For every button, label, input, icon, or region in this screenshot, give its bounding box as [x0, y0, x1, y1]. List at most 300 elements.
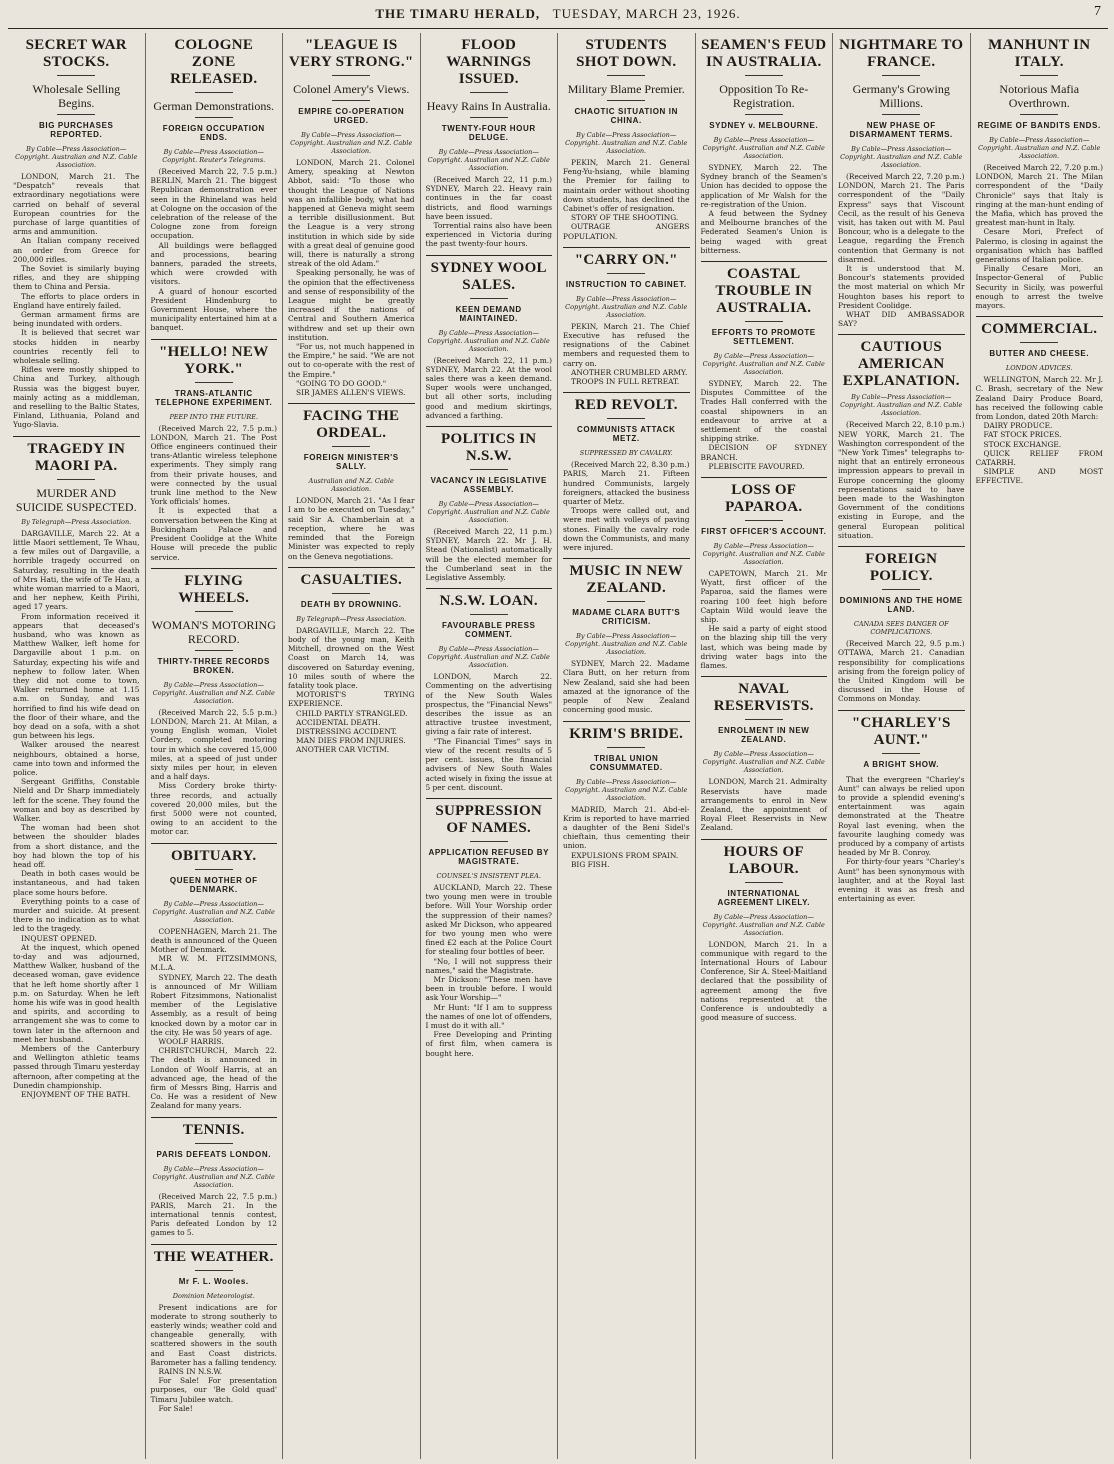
article-headline: SECRET WAR STOCKS. [25, 37, 127, 70]
article-paragraph: FAT STOCK PRICES. [983, 430, 1062, 440]
article-subheading: REGIME OF BANDITS ENDS. [977, 121, 1101, 130]
article [13, 37, 140, 430]
article-paragraph: For thirty-four years "Charley's Aunt" has been synonymous with laughter, and at the Royal last evening it was as fresh and entertaining as ever. [838, 857, 965, 904]
article-deck: Military Blame Premier. [567, 82, 685, 96]
article-subheading: VACANCY IN LEGISLATIVE ASSEMBLY. [430, 476, 547, 495]
article [426, 593, 553, 792]
article-paragraph: CHRISTCHURCH, March 22. The death is announced in London of Woolf Harris, at an advanced age, the head of the firm of Messrs Bing, Harris and Co. He was a resident of New Zealand for many years. [150, 1046, 277, 1111]
article-subheading: TWENTY-FOUR HOUR DELUGE. [441, 124, 536, 142]
article-body [838, 420, 965, 540]
article-byline: By Cable—Press Association—Copyright. Australian and N.Z. Cable Association. [427, 500, 550, 525]
article [701, 37, 828, 255]
article-subheading: ENROLMENT IN NEW ZEALAND. [718, 726, 810, 745]
article-byline: By Cable—Press Association—Copyright. Australian and N.Z. Cable Association. [702, 542, 825, 567]
article-paragraph: He said a party of eight stood on the blazing ship till the very last, which was being made by driving water bags into the flames. [700, 624, 827, 671]
article-byline: By Cable—Press Association—Copyright. Australian and N.Z. Cable Association. [702, 352, 825, 377]
article-subheading: MADAME CLARA BUTT'S CRITICISM. [572, 608, 681, 627]
article-body [701, 777, 828, 832]
article-paragraph: STORY OF THE SHOOTING. [571, 213, 679, 223]
short-rule [57, 75, 95, 76]
article-paragraph: BIG FISH. [571, 859, 610, 869]
article-headline: "HELLO! NEW YORK." [158, 343, 269, 377]
article-separator [701, 261, 828, 262]
article-body [151, 1303, 278, 1413]
article-subheading: QUEEN MOTHER OF DENMARK. [169, 875, 258, 894]
short-rule [57, 114, 95, 115]
article-subheading: INSTRUCTION TO CABINET. [565, 279, 687, 289]
article-byline: By Cable—Press Association—Copyright. Australian and N.Z. Cable Association. [565, 131, 688, 155]
article-separator [701, 477, 828, 478]
article-byline: By Cable—Press Association—Copyright. Australian and N.Z. Cable Association. [565, 632, 688, 657]
article-separator [426, 798, 553, 799]
article-separator [288, 567, 415, 568]
column [8, 33, 146, 1459]
article-byline: Australian and N.Z. Cable Association. [308, 477, 394, 494]
article-separator [838, 546, 965, 547]
article-body [563, 322, 690, 386]
article-deck: MURDER AND SUICIDE SUSPECTED. [15, 485, 137, 514]
short-rule [332, 100, 370, 101]
masthead-rule [8, 28, 1108, 29]
article-paragraph: Torrential rains also have been experienced in Victoria during the past twenty-four hours. [425, 221, 552, 249]
article-paragraph: It is expected that a conversation between the King at Buckingham Palace and President Coolidge at the White House will precede the public service. [150, 506, 277, 562]
article-body [563, 158, 690, 241]
column [696, 33, 834, 1459]
article-headline: "CHARLEY'S AUNT." [851, 714, 951, 748]
article [563, 563, 690, 714]
article-headline: "LEAGUE IS VERY STRONG." [289, 37, 414, 70]
article [426, 803, 553, 1058]
article-separator [563, 558, 690, 559]
article-byline: By Telegraph—Press Association. [296, 614, 407, 623]
article-body [701, 163, 828, 255]
short-rule [607, 747, 645, 748]
article-separator [288, 403, 415, 404]
article-body [426, 356, 553, 420]
article-paragraph: MOTORIST'S TRYING EXPERIENCE. [288, 690, 415, 709]
article-paragraph: COPENHAGEN, March 21. The death is announced of the Queen Mother of Denmark. [150, 926, 277, 954]
article [563, 726, 690, 869]
article-headline: RED REVOLT. [574, 397, 678, 414]
article-deck: Opposition To Re-Registration. [719, 82, 809, 110]
article-paragraph: LONDON, March 21. The "Despatch" reveals that extraordinary negotiations were carried on behalf of several European countries for the purchase of large quantities of arms and ammunition. [13, 172, 140, 237]
article-subheading: Mr F. L. Wooles. [178, 1276, 249, 1286]
article-paragraph: Mr Hunt: "If I am to suppress the names of one lot of offenders, I must do it with all." [425, 1002, 552, 1030]
article [563, 37, 690, 241]
article [151, 573, 278, 837]
short-rule [57, 479, 95, 480]
article [151, 848, 278, 1111]
article-headline: TENNIS. [182, 1121, 245, 1138]
article [563, 397, 690, 552]
article [151, 37, 278, 333]
article-separator [151, 1117, 278, 1118]
article-paragraph: For Sale! [158, 1403, 193, 1413]
article-paragraph: German armament firms are being inundated with orders. [13, 310, 140, 329]
article-paragraph: SYDNEY, March 22. The Disputes Committee of the Trades Hall conferred with the coastal shipowners in an endeavour to arrive at a settlement of the coastal shipping strike. [700, 379, 827, 444]
article-subheading: TRANS-ATLANTIC TELEPHONE EXPERIMENT. [155, 388, 273, 407]
article-subheading: PARIS DEFEATS LONDON. [156, 1149, 272, 1159]
article-byline: CANADA SEES DANGER OF COMPLICATIONS. [853, 620, 949, 637]
article-separator [151, 339, 278, 340]
article-paragraph: WELLINGTON, March 22. Mr J. C. Brash, secretary of the New Zealand Dairy Produce Board, has received the following cable from London, dated 20th March: [975, 375, 1103, 422]
article-headline: CASUALTIES. [300, 571, 403, 588]
article-headline: FOREIGN POLICY. [865, 551, 938, 585]
article [701, 844, 828, 1023]
short-rule [470, 469, 508, 470]
article-paragraph: DISTRESSING ACCIDENT. [296, 726, 397, 736]
article-body [701, 940, 828, 1023]
article-paragraph: "GOING TO DO GOOD." [296, 378, 387, 388]
short-rule [1020, 75, 1058, 76]
article-paragraph: (Received March 22, 7.20 p.m.) LONDON, March 21. The Milan correspondent of the "Daily Chronicle" says that Italy is ringing at the man-hunt ending of the Mafia, which has proved the greatest man-hunt in Italy. [975, 163, 1103, 228]
article-paragraph: CHILD PARTLY STRANGLED. [296, 708, 408, 718]
article-paragraph: Miss Cordery broke thirty-three records, and actually covered 20,000 miles, but the first 5000 were not counted, owing to an accident to the motor car. [150, 781, 277, 837]
column [146, 33, 284, 1459]
short-rule [745, 882, 783, 883]
article-separator [151, 1244, 278, 1245]
article-paragraph: DARGAVILLE, March 22. The body of the young man, Keith Mitchell, drowned on the West Coast on March 14, was discovered on Saturday evening, 10 miles south of where the fatality took place. [288, 625, 415, 690]
short-rule [470, 92, 508, 93]
article-paragraph: ANOTHER CAR VICTIM. [296, 745, 390, 755]
article-subheading: SYDNEY v. MELBOURNE. [709, 121, 819, 130]
article-body [976, 375, 1104, 485]
article-paragraph: An Italian company received an order from Greece for 200,000 rifles. [13, 236, 140, 264]
article [838, 715, 965, 904]
article-paragraph: "For us, not much happened in the Empire," he said. "We are not out to co-operate with the rest of the Empire." [288, 342, 415, 379]
article-separator [151, 843, 278, 844]
article-paragraph: For Sale! For presentation purposes, our 'Be Gold quad' Timaru Jubilee watch. [150, 1376, 277, 1404]
article-paragraph: Finally Cesare Mori, an Inspector-General of Public Security in Sicily, was powerful enough to arrest the twelve mayors. [975, 264, 1103, 311]
article [426, 37, 553, 249]
article-paragraph: MADRID, March 21. Abd-el-Krim is reported to have married a daughter of the Beni Sidel's chieftain, thus cementing their union. [563, 804, 690, 851]
article-paragraph: Present indications are for moderate to strong southerly to easterly winds; weather cold and changeable generally, with scattered showers in the south and East Coast districts. Barometer has a falling tendency. [150, 1302, 277, 1367]
article-body [701, 379, 828, 471]
article-subheading: INTERNATIONAL AGREEMENT LIKELY. [717, 888, 811, 907]
article-byline: LONDON ADVICES. [1005, 364, 1073, 373]
article-paragraph: (Received March 22, 8.30 p.m.) PARIS, March 21. Fifteen hundred Communists, largely foreigners, attacked the business quarter of Metz. [563, 460, 690, 507]
short-rule [195, 92, 233, 93]
article-paragraph: (Received March 22, 7.20 p.m.) LONDON, March 21. The Paris correspondent of the "Daily Express" says that Viscount Cecil, as the result of his Geneva visit, has taken out with M. Paul Boncour, who is a delegate to the League, regarding the French contention that Germany is not disarmed. [838, 172, 965, 264]
article-subheading: FAVOURABLE PRESS COMMENT. [442, 621, 536, 640]
article [426, 260, 553, 420]
article-paragraph: (Received March 22, 9.5 p.m.) OTTAWA, March 21. Canadian responsibility for complications arising from the foreign policy of the United Kingdom will be discussed in the House of Commons on Monday. [838, 639, 965, 704]
article-paragraph: (Received March 22, 7.5 p.m.) BERLIN, March 21. The biggest Republican demonstration ever seen in the Rhineland was held at Cologne on the occasion of the celebration of the release of the Cologne zone from foreign occupation. [150, 167, 277, 241]
article-headline: SUPPRESSION OF NAMES. [435, 802, 543, 836]
article-paragraph: Walker aroused the nearest neighbours, obtained a horse, came into town and informed the police. [13, 740, 140, 777]
article-deck: Heavy Rains In Australia. [426, 99, 551, 113]
masthead [8, 6, 1108, 28]
short-rule [745, 719, 783, 720]
columns [8, 33, 1108, 1459]
article-paragraph: (Received March 22, 11 p.m.) SYDNEY, March 22. Heavy rain continues in the far coast districts, and flood warnings have been issued. [425, 175, 552, 221]
article-headline: KRIM'S BRIDE. [569, 725, 684, 742]
short-rule [607, 601, 645, 602]
short-rule [745, 321, 783, 322]
article-byline: By Cable—Press Association—Copyright. Reuter's Telegrams. [162, 148, 266, 164]
article-deck: Colonel Amery's Views. [293, 82, 410, 96]
article-paragraph: INQUEST OPENED. [21, 933, 97, 943]
column [833, 33, 971, 1459]
article-subheading: EMPIRE CO-OPERATION URGED. [298, 107, 405, 125]
article-paragraph: WHAT DID AMBASSADOR SAY? [838, 310, 965, 329]
article-paragraph: LONDON, March 22. Commenting on the advertising of the New South Wales prospectus, the "Financial News" describes the issue as an attractive trustee investment, giving a fair rate of interest. [425, 672, 552, 737]
article-headline: OBITUARY. [171, 847, 257, 864]
article-paragraph: That the evergreen "Charley's Aunt" can always be relied upon to provide a splendid evening's entertainment was again demonstrated at the Theatre Royal last evening, when the favourite laughing comedy was produced by a company of artists headed by Mr B. Conroy. [838, 774, 965, 858]
article-subheading: FIRST OFFICER'S ACCOUNT. [701, 527, 827, 537]
article-paragraph: The efforts to place orders in England have entirely failed. [13, 291, 140, 310]
article-paragraph: All buildings were beflagged and processions, bearing banners, paraded the streets, which were crowded with visitors. [150, 240, 277, 287]
column [421, 33, 559, 1459]
article-separator [838, 334, 965, 335]
short-rule [745, 520, 783, 521]
article-paragraph: PEKIN, March 21. The Chief Executive has refused the resignations of the Cabinet members and requested them to carry on. [563, 321, 690, 368]
article-paragraph: Everything points to a case of murder and suicide. At present there is no indication as to what led to the tragedy. [13, 896, 140, 934]
article-byline: By Cable—Press Association—Copyright. Australian and N.Z. Cable Association. [978, 136, 1101, 160]
article-deck: WOMAN'S MOTORING RECORD. [151, 617, 276, 646]
article-headline: STUDENTS SHOT DOWN. [576, 37, 677, 70]
article-separator [426, 426, 553, 427]
article [838, 339, 965, 540]
article-paragraph: MAN DIES FROM INJURIES. [296, 736, 406, 746]
article-paragraph: LONDON, March 21. "As I fear I am to be executed on Tuesday," said Sir A. Chamberlain at a reception, where he was reminded that the Foreign Minister was expected to reply on the Geneva negotiations. [288, 496, 415, 561]
article-body [151, 167, 278, 333]
article [701, 482, 828, 670]
article [151, 344, 278, 562]
article-paragraph: DECISION OF SYDNEY BRANCH. [700, 443, 827, 462]
article-subheading: CHAOTIC SITUATION IN CHINA. [574, 107, 678, 125]
article-paragraph: SYDNEY, March 22. Madame Clara Butt, on her return from New Zealand, said she had been amazed at the ignorance of the people of New Zealand concerning good music. [563, 659, 690, 715]
article-paragraph: It is believed that secret war stocks hidden in nearby countries recently fell to wholesale selling. [13, 328, 140, 366]
article-paragraph: DAIRY PRODUCE. [983, 421, 1053, 431]
article-paragraph: Free Developing and Printing of first film, when camera is bought here. [425, 1030, 552, 1058]
article [288, 572, 415, 755]
article-paragraph: From information received it appears that deceased's husband, who was known as Matthew Walker, left home for Dargaville about 1 p.m. on Saturday, expecting his wife and nephew to follow later. When they did not come to town, Walker returned home at 1.15 a.m. on Sunday, and was horrified to find his wife dead on the floor of their whare, and the boy dead on a sofa, with a shot gun between his legs. [13, 611, 140, 741]
newspaper-title: THE TIMARU HERALD, [375, 6, 541, 21]
article-byline: SUPPRESSED BY CAVALRY. [579, 449, 673, 458]
article-paragraph: TROOPS IN FULL RETREAT. [571, 377, 680, 387]
short-rule [332, 593, 370, 594]
article-paragraph: SIMPLE AND MOST EFFECTIVE. [975, 467, 1103, 486]
article-byline: By Telegraph—Press Association. [21, 517, 132, 526]
article-paragraph: OUTRAGE ANGERS POPULATION. [563, 222, 690, 241]
article-paragraph: ANOTHER CRUMBLED ARMY. [571, 367, 688, 377]
article [976, 37, 1104, 310]
article-paragraph: EXPULSIONS FROM SPAIN. [571, 850, 679, 860]
article-paragraph: STOCK EXCHANGE. [983, 439, 1062, 449]
article-paragraph: ACCIDENTAL DEATH. [296, 717, 381, 727]
article-subheading: COMMUNISTS ATTACK METZ. [577, 425, 676, 444]
article-headline: COLOGNE ZONE RELEASED. [170, 37, 258, 87]
article-separator [976, 316, 1104, 317]
article-paragraph: (Received March 22, 11 p.m.) SYDNEY, March 22. Mr J. H. Stead (Nationalist) automatically will be the elected member for the Cumberland seat in the Legislative Assembly. [425, 527, 552, 583]
short-rule [195, 869, 233, 870]
article-subheading: APPLICATION REFUSED BY MAGISTRATE. [428, 847, 550, 866]
column [971, 33, 1109, 1459]
article-byline: By Cable—Press Association—Copyright. Australian and N.Z. Cable Association. [702, 912, 825, 937]
article-byline: By Cable—Press Association—Copyright. Australian and N.Z. Cable Association. [152, 680, 275, 705]
article-subheading: BUTTER AND CHEESE. [989, 349, 1090, 359]
short-rule [195, 1143, 233, 1144]
article-headline: POLITICS IN N.S.W. [441, 431, 537, 465]
short-rule [195, 117, 233, 118]
article-paragraph: DARGAVILLE, March 22. At a little Maori settlement, Te Whau, a few miles out of Dargaville, a horrible tragedy occurred on Saturday, resulting in the death of Mrs Hati, the wife of Te Hau, a white woman married to a Maori, and her nephew, Keith Pirihi, aged 17 years. [13, 528, 140, 612]
article-headline: MANHUNT IN ITALY. [988, 37, 1091, 70]
article-paragraph: LONDON, March 21. Admiralty Reservists have made arrangements to enrol in New Zealand, the appointment of Royal Fleet Reservists in New Zealand. [700, 777, 827, 833]
article-headline: COMMERCIAL. [981, 321, 1098, 338]
short-rule [195, 382, 233, 383]
article-deck: German Demonstrations. [153, 99, 275, 113]
article-separator [563, 721, 690, 722]
article-deck: Germany's Growing Millions. [852, 82, 950, 110]
article-paragraph: Sergeant Griffiths, Constable Nield and Dr Sharp immediately left for the scene. They found the woman and boy as described by Walker. [13, 777, 140, 823]
short-rule [332, 75, 370, 76]
article-subheading: TRIBAL UNION CONSUMMATED. [589, 753, 663, 772]
article-byline: By Cable—Press Association—Copyright. Australian and N.Z. Cable Association. [840, 393, 963, 418]
article-byline: PEEP INTO THE FUTURE. [169, 412, 259, 421]
article-headline: N.S.W. LOAN. [439, 593, 538, 610]
article-paragraph: At the inquest, which opened to-day and was adjourned, Matthew Walker, husband of the deceased woman, gave evidence that he left home shortly after 1 p.m. on Saturday. When he left home his wife was in good health and spirits, and according to arrangement she was to come to town later in the afternoon and meet her husband. [13, 942, 140, 1044]
article-paragraph: QUICK RELIEF FROM CATARRH. [975, 448, 1103, 468]
short-rule [882, 589, 920, 590]
article [976, 321, 1104, 485]
article-paragraph: CAPETOWN, March 21. Mr Wyatt, first officer of the Paparoa, said the flames were roaring 100 feet high before Captain Wild would leave the ship. [700, 569, 827, 625]
article-paragraph: PLEBISCITE FAVOURED. [708, 461, 805, 471]
short-rule [607, 75, 645, 76]
short-rule [470, 298, 508, 299]
column [558, 33, 696, 1459]
short-rule [470, 841, 508, 842]
article-headline: "CARRY ON." [574, 251, 678, 268]
article-headline: SEAMEN'S FEUD IN AUSTRALIA. [701, 37, 827, 70]
article-paragraph: "No, I will not suppress their names," said the Magistrate. [425, 956, 552, 975]
article-byline: By Cable—Press Association—Copyright. Australian and N.Z. Cable Association. [427, 148, 550, 172]
short-rule [882, 114, 920, 115]
article-paragraph: Members of the Canterbury and Wellington athletic teams passed through Timaru yesterday afternoon, after competing at the Dunedin championship. [13, 1044, 140, 1090]
article-body [838, 775, 965, 904]
article-paragraph: Speaking personally, he was of the opinion that the effectiveness and sense of responsibility of the League might be greatly increased if the nations of Central and Southern America withdrew and set up their own institution. [288, 268, 415, 342]
article-byline: By Cable—Press Association—Copyright. Australian and N.Z. Cable Association. [702, 136, 825, 160]
article-separator [426, 255, 553, 256]
article-body [563, 460, 690, 552]
article-headline: FLOOD WARNINGS ISSUED. [446, 37, 532, 87]
article-subheading: NEW PHASE OF DISARMAMENT TERMS. [849, 121, 953, 139]
article-body [701, 569, 828, 670]
article-headline: THE WEATHER. [153, 1248, 274, 1265]
article-paragraph: LONDON, March 21. Colonel Amery, speaking at Newton Abbot, said: "To those who thought the League of Nations was an infallible body, what had happened at Geneva might seem a terrible disillusionment. But the League is a very strong institution in which side by side with a great deal of genuine good will, there is naturally a strong streak of the old Adam." [288, 158, 415, 269]
short-rule [607, 100, 645, 101]
article-paragraph: The Soviet is similarly buying rifles, and they are shipping them to China and Persia. [13, 264, 140, 292]
article-byline: By Cable—Press Association—Copyright. Australian and N.Z. Cable Association. [427, 328, 550, 353]
article-headline: SYDNEY WOOL SALES. [430, 259, 547, 293]
article [426, 431, 553, 582]
article-headline: LOSS OF PAPAROA. [725, 482, 803, 516]
article-subheading: FOREIGN OCCUPATION ENDS. [162, 124, 265, 142]
short-rule [745, 75, 783, 76]
article-byline: By Cable—Press Association—Copyright. Australian and N.Z. Cable Association. [565, 777, 688, 802]
article-paragraph: PEKIN, March 21. General Feng-Yu-hsiang, while blaming the Premier for failing to maintain order without shooting down students, has declined the Cabinet's offer of resignation. [563, 158, 690, 214]
article-paragraph: It is understood that M. Boncour's statements provided the most material on which Mr Houghton bases his report to President Coolidge. [838, 264, 965, 310]
article-body [151, 708, 278, 837]
article-paragraph: AUCKLAND, March 22. These two young men were in trouble before. Will Your Worship order the suppression of their names? asked Mr Dickson, who appeared for two young men who were fined £2 each at the Police Court for stealing four bottles of beer. [425, 882, 552, 957]
article-separator [426, 588, 553, 589]
article-byline: By Cable—Press Association—Copyright. Australian and N.Z. Cable Association. [840, 145, 963, 169]
article-paragraph: ENJOYMENT OF THE BATH. [21, 1090, 131, 1100]
article-deck: Wholesale Selling Begins. [32, 82, 121, 110]
article-paragraph: MR W. M. FITZSIMMONS, M.L.A. [150, 954, 277, 973]
article [701, 681, 828, 832]
article-headline: FACING THE ORDEAL. [303, 408, 400, 442]
article-paragraph: (Received March 22, 7.5 p.m.) LONDON, March 21. The Post Office engineers continued their trans-Atlantic wireless telephone experiments. They simply rang from their private houses, and were connected by the usual trunk line method to the New York officials' homes. [150, 423, 277, 507]
article-body [151, 424, 278, 562]
short-rule [745, 114, 783, 115]
short-rule [882, 75, 920, 76]
article-headline: COASTAL TROUBLE IN AUSTRALIA. [715, 266, 813, 317]
article-headline: NAVAL RESERVISTS. [713, 681, 814, 715]
article-paragraph: LONDON, March 21. In a communique with regard to the International Hours of Labour Conference, Sir A. Steel-Maitland declared that the possibility of agreement among the five nations represented at the Conference is undoubtedly a good measure of success. [700, 939, 827, 1023]
article-body [13, 172, 140, 430]
article-body [838, 172, 965, 328]
article-body [426, 672, 553, 792]
article-subheading: FOREIGN MINISTER'S SALLY. [303, 453, 399, 472]
article-paragraph: Rifles were mostly shipped to China and Turkey, although Russia was the biggest buyer, mainly acting as a middleman, and reselling to the Baltic States, Finland, Lithuania, Poland and Yugo-Slavia. [13, 365, 140, 430]
article-subheading: DEATH BY DROWNING. [300, 599, 402, 609]
article-deck: Notorious Mafia Overthrown. [999, 82, 1080, 110]
issue-date: TUESDAY, MARCH 23, 1926. [552, 6, 741, 21]
article-paragraph: A guard of honour escorted President Hindenburg to Government House, where the municipality entertained him at a banquet. [150, 286, 277, 333]
short-rule [195, 1270, 233, 1271]
article-body [563, 659, 690, 714]
article-byline: By Cable—Press Association—Copyright. Australian and N.Z. Cable Association. [15, 145, 138, 169]
article-body [151, 927, 278, 1111]
article-headline: CAUTIOUS AMERICAN EXPLANATION. [842, 339, 960, 390]
article [288, 37, 415, 397]
article-paragraph: SIR JAMES ALLEN'S VIEWS. [296, 388, 406, 398]
article-separator [151, 568, 278, 569]
article-body [838, 639, 965, 703]
article-paragraph: "The Financial Times" says in view of the recent results of 5 per cent. issues, the financial advisers of New South Wales acted wisely in fixing the issue at 5 per cent. discount. [425, 736, 552, 792]
article-separator [563, 247, 690, 248]
article-body [288, 496, 415, 560]
article-separator [701, 676, 828, 677]
article-subheading: THIRTY-THREE RECORDS BROKEN. [157, 656, 270, 675]
article-paragraph: A feud between the Sydney and Melbourne branches of the Federated Seamen's Union is being waged with great bitterness. [700, 209, 827, 255]
article-body [13, 529, 140, 1100]
article-byline: By Cable—Press Association—Copyright. Australian and N.Z. Cable Association. [702, 750, 825, 775]
article-byline: By Cable—Press Association—Copyright. Australian and N.Z. Cable Association. [427, 645, 550, 670]
article-byline: COUNSEL'S INSISTENT PLEA. [436, 871, 541, 880]
short-rule [607, 273, 645, 274]
article-headline: NIGHTMARE TO FRANCE. [839, 37, 964, 70]
short-rule [1020, 114, 1058, 115]
short-rule [195, 650, 233, 651]
article-byline: By Cable—Press Association—Copyright. Australian and N.Z. Cable Association. [152, 1164, 275, 1189]
article-headline: FLYING WHEELS. [178, 572, 250, 606]
article [701, 266, 828, 471]
article-paragraph: WOOLF HARRIS. [158, 1036, 224, 1046]
article-byline: By Cable—Press Association—Copyright. Australian and N.Z. Cable Association. [565, 294, 688, 319]
article-paragraph: Mr Dickson: "These men have been in trouble before. I would ask Your Worship—" [425, 974, 552, 1003]
article-headline: TRAGEDY IN MAORI PA. [27, 440, 126, 474]
article-subheading: A BRIGHT SHOW. [863, 759, 940, 769]
article-headline: MUSIC IN NEW ZEALAND. [569, 563, 684, 597]
short-rule [470, 117, 508, 118]
article-body [288, 626, 415, 755]
article-body [288, 158, 415, 397]
article [288, 408, 415, 560]
article-subheading: DOMINIONS AND THE HOME LAND. [839, 596, 963, 615]
article-separator [13, 436, 140, 437]
